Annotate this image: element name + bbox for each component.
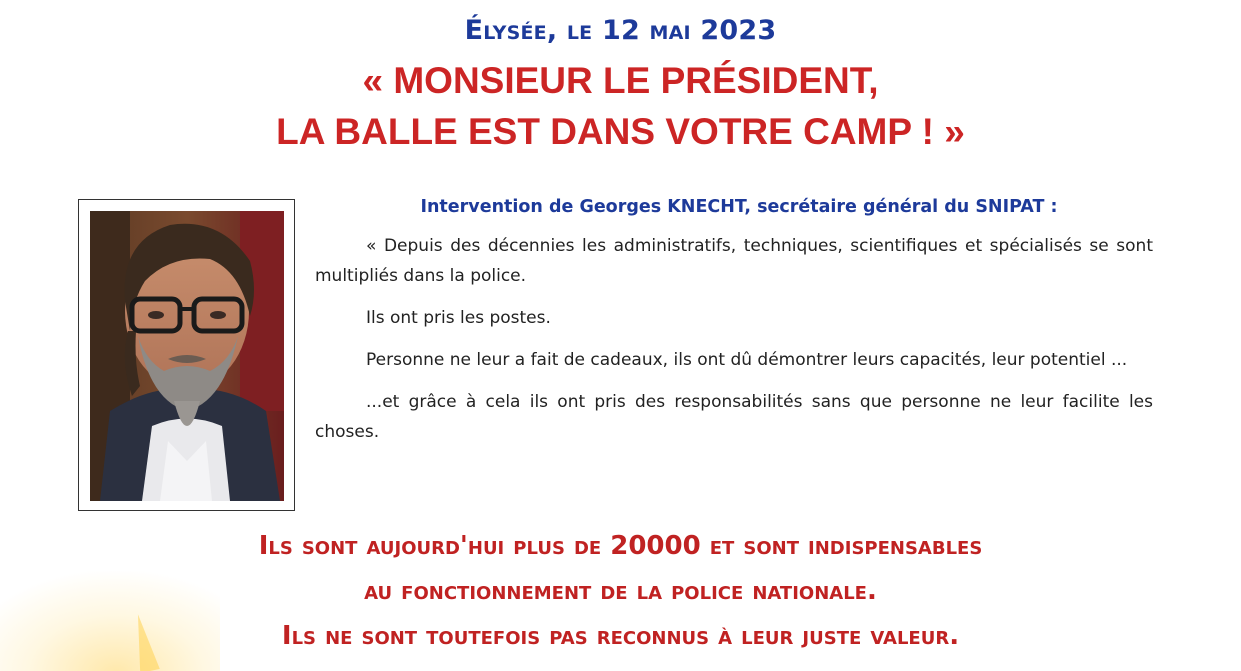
article-paragraph: Ils ont pris les postes.	[366, 308, 551, 328]
portrait-photo	[90, 211, 284, 501]
conclusion-line-3: Ils ne sont toutefois pas reconnus à leur juste valeur.	[281, 621, 960, 651]
article-paragraph: ...et grâce à cela ils ont pris des responsabilités sans que personne ne leur facilite les choses.	[315, 392, 1153, 442]
conclusion	[0, 524, 1241, 659]
conclusion-line-1: Ils sont aujourd'hui plus de 20000 et sont indispensables	[258, 531, 983, 561]
headline-line-2: LA BALLE EST DANS VOTRE CAMP ! »	[276, 111, 965, 152]
headline	[0, 55, 1241, 157]
headline-line-1: « MONSIEUR LE PRÉSIDENT,	[362, 60, 879, 101]
article-lead: Intervention de Georges KNECHT, secrétaire général du SNIPAT :	[420, 197, 1058, 217]
portrait-illustration	[90, 211, 284, 501]
article-body	[315, 193, 1153, 459]
conclusion-line-2: au fonctionnement de la police nationale.	[364, 576, 877, 606]
article-paragraph: « Depuis des décennies les administratifs, techniques, scientifiques et spécialisés se sont multipliés dans la police.	[315, 236, 1153, 286]
portrait-frame	[78, 199, 295, 511]
dateline: Élysée, le 12 mai 2023	[464, 15, 777, 46]
article-paragraph: Personne ne leur a fait de cadeaux, ils ont dû démontrer leurs capacités, leur potentiel ...	[366, 350, 1128, 370]
